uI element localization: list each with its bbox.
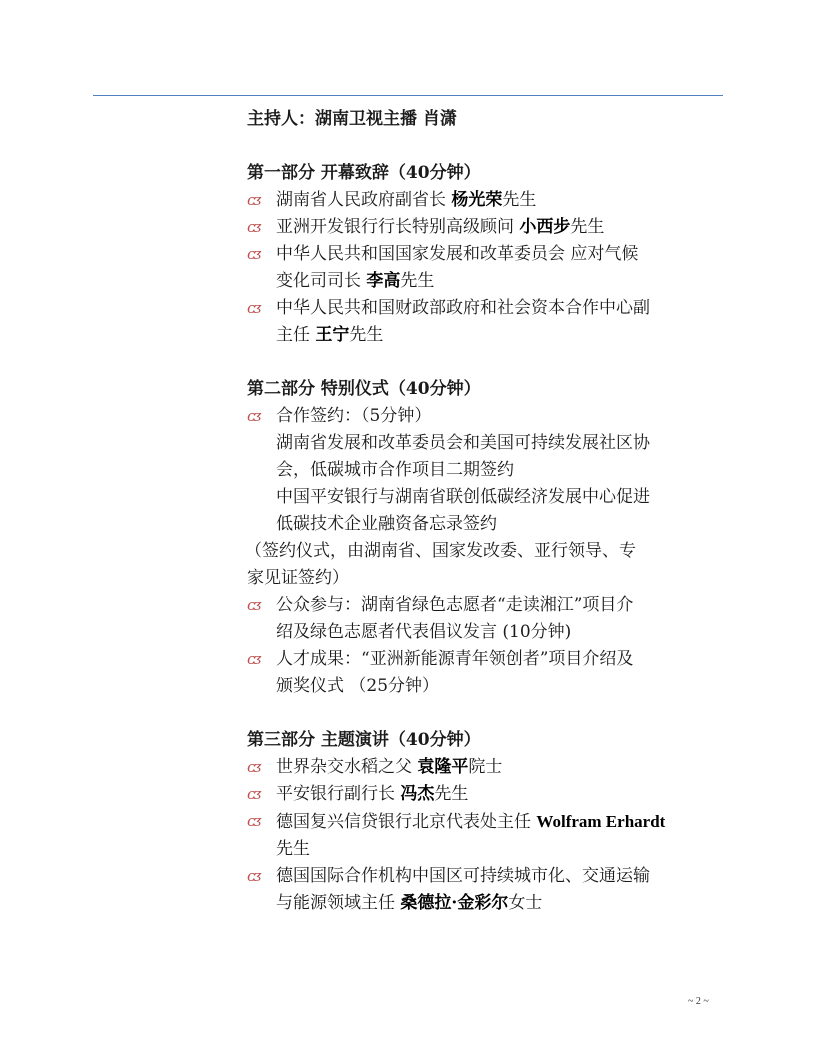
bullet-icon: ᴄᴣ [247,191,260,209]
list-item [247,863,692,917]
list-item [247,214,692,241]
title-suffix: 院士 [468,757,503,777]
list-item [247,295,692,349]
sign-line: 湖南省发展和改革委员会和美国可持续发展社区协 [276,433,650,453]
page-number: ~ 2 ~ [688,996,709,1007]
speaker-name: 王宁 [315,325,350,345]
item-text: 平安银行副行长 [276,784,401,804]
title-suffix: 先生 [400,271,435,291]
spacer [247,700,692,727]
item-text: 中华人民共和国财政部政府和社会资本合作中心副 [276,298,650,318]
item-text: 世界杂交水稻之父 [276,757,418,777]
item-text: 绍及绿色志愿者代表倡议发言 (10分钟) [276,622,572,642]
bullet-icon: ᴄᴣ [247,758,260,776]
list-item [247,646,692,700]
host-line: 主持人：湖南卫视主播 肖潇 [247,109,457,129]
bullet-icon: ᴄᴣ [247,245,260,263]
bullet-icon: ᴄᴣ [247,650,260,668]
sign-line: 中国平安银行与湖南省联创低碳经济发展中心促进 [276,487,650,507]
speaker-name: 袁隆平 [417,757,469,777]
item-text: 公众参与：湖南省绿色志愿者“走读湘江”项目介 [276,595,634,615]
speaker-name: Wolfram Erhardt [536,812,666,831]
sign-title: 合作签约：（5分钟） [276,406,432,426]
item-text: 人才成果：“亚洲新能源青年领创者”项目介绍及 [276,649,634,669]
title-suffix: 先生 [570,217,605,237]
agenda-body [247,106,692,917]
title-suffix: 先生 [434,784,469,804]
sign-line: 低碳技术企业融资备忘录签约 [276,514,497,534]
item-text: 颁奖仪式 （25分钟） [276,676,440,696]
list-item [247,754,692,781]
part1-heading: 第一部分 开幕致辞（40分钟） [247,163,481,183]
part2-heading: 第二部分 特别仪式（40分钟） [247,379,481,399]
item-text: 与能源领域主任 [276,893,401,913]
bullet-icon: ᴄᴣ [247,785,260,803]
list-item [247,781,692,808]
list-item [247,808,692,863]
bullet-icon: ᴄᴣ [247,407,260,425]
item-text: 德国复兴信贷银行北京代表处主任 [276,812,537,832]
header-rule [93,95,723,96]
list-item [247,592,692,646]
part3-heading: 第三部分 主题演讲（40分钟） [247,730,481,750]
speaker-name: 杨光荣 [451,190,503,210]
item-text: 亚洲开发银行行长特别高级顾问 [276,217,520,237]
bullet-icon: ᴄᴣ [247,596,260,614]
title-suffix: 先生 [349,325,384,345]
title-suffix: 女士 [508,893,543,913]
title-suffix: 先生 [502,190,537,210]
sign-note: 家见证签约） [247,568,349,588]
bullet-icon: ᴄᴣ [247,218,260,236]
title-suffix: 先生 [276,839,310,859]
list-item [247,187,692,214]
speaker-name: 小西步 [519,217,571,237]
sign-note: （签约仪式，由湖南省、国家发改委、亚行领导、专 [245,541,636,561]
item-text: 变化司司长 [276,271,367,291]
item-text: 德国国际合作机构中国区可持续城市化、交通运输 [276,866,650,886]
bullet-icon: ᴄᴣ [247,299,260,317]
speaker-name: 冯杰 [400,784,435,804]
bullet-icon: ᴄᴣ [247,812,260,830]
sign-line: 会，低碳城市合作项目二期签约 [276,460,514,480]
bullet-icon: ᴄᴣ [247,867,260,885]
speaker-name: 桑德拉·金彩尔 [400,893,509,913]
spacer [247,349,692,376]
item-text: 湖南省人民政府副省长 [276,190,452,210]
item-text: 主任 [276,325,316,345]
speaker-name: 李高 [366,271,401,291]
list-item [247,241,692,295]
list-item [247,403,692,538]
item-text: 中华人民共和国国家发展和改革委员会 应对气候 [276,244,639,264]
spacer [247,133,692,160]
